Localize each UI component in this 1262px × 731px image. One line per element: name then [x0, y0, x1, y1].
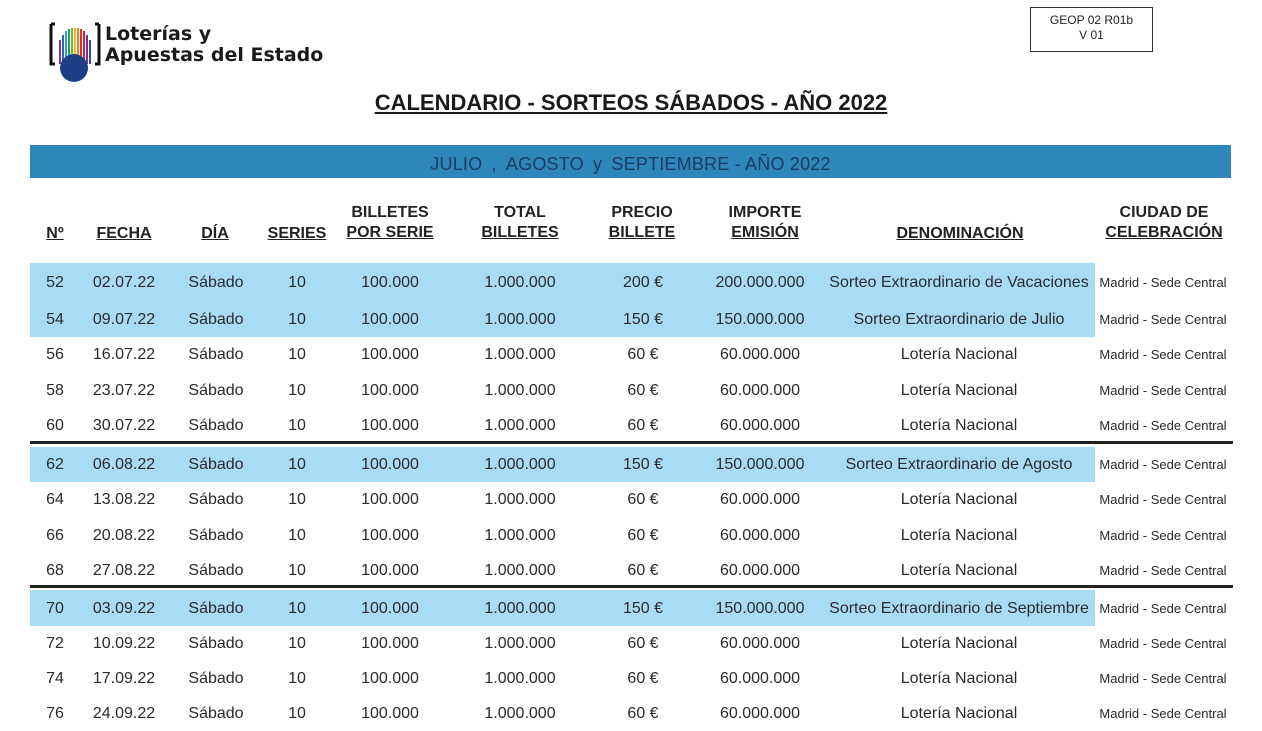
period-bar	[30, 145, 1231, 178]
cell-ciudad: Madrid - Sede Central	[1099, 492, 1227, 507]
cell-billetes: 100.000	[361, 311, 419, 328]
cell-total: 1.000.000	[484, 527, 556, 544]
cell-total: 1.000.000	[484, 346, 556, 363]
cell-denominacion: Lotería Nacional	[900, 635, 1018, 652]
cell-fecha: 06.08.22	[92, 456, 156, 473]
cell-precio: 60 €	[627, 635, 659, 652]
cell-total: 1.000.000	[484, 600, 556, 617]
cell-precio: 60 €	[627, 382, 659, 399]
cell-dia: Sábado	[188, 527, 244, 544]
cell-fecha: 17.09.22	[92, 670, 156, 687]
cell-total: 1.000.000	[484, 311, 556, 328]
cell-series: 10	[288, 635, 306, 652]
cell-total: 1.000.000	[484, 456, 556, 473]
cell-num: 56	[46, 346, 64, 363]
cell-importe: 150.000.000	[715, 600, 805, 617]
cell-ciudad: Madrid - Sede Central	[1099, 636, 1227, 651]
cell-dia: Sábado	[188, 382, 244, 399]
header-ciudad: CIUDAD DE CELEBRACIÓN	[1105, 204, 1223, 241]
cell-billetes: 100.000	[361, 705, 419, 722]
cell-fecha: 02.07.22	[92, 274, 156, 291]
cell-billetes: 100.000	[361, 417, 419, 434]
header-total-billetes: TOTAL BILLETES	[481, 204, 559, 241]
cell-dia: Sábado	[188, 600, 244, 617]
month-separator	[30, 441, 1233, 444]
cell-series: 10	[288, 382, 306, 399]
cell-fecha: 23.07.22	[92, 382, 156, 399]
cell-billetes: 100.000	[361, 491, 419, 508]
cell-billetes: 100.000	[361, 635, 419, 652]
cell-precio: 60 €	[627, 491, 659, 508]
cell-precio: 60 €	[627, 562, 659, 579]
cell-ciudad: Madrid - Sede Central	[1099, 347, 1227, 362]
cell-fecha: 20.08.22	[92, 527, 156, 544]
cell-precio: 60 €	[627, 527, 659, 544]
cell-ciudad: Madrid - Sede Central	[1099, 601, 1227, 616]
cell-total: 1.000.000	[484, 635, 556, 652]
cell-total: 1.000.000	[484, 705, 556, 722]
cell-series: 10	[288, 527, 306, 544]
cell-denominacion: Sorteo Extraordinario de Septiembre	[829, 600, 1089, 617]
cell-num: 62	[46, 456, 64, 473]
cell-precio: 200 €	[622, 274, 664, 291]
cell-denominacion: Lotería Nacional	[900, 491, 1018, 508]
cell-denominacion: Lotería Nacional	[900, 527, 1018, 544]
cell-series: 10	[288, 346, 306, 363]
cell-precio: 60 €	[627, 670, 659, 687]
cell-fecha: 16.07.22	[92, 346, 156, 363]
cell-dia: Sábado	[188, 456, 244, 473]
cell-series: 10	[288, 417, 306, 434]
cell-series: 10	[288, 600, 306, 617]
period-comma: ,	[491, 154, 497, 174]
cell-ciudad: Madrid - Sede Central	[1099, 418, 1227, 433]
cell-series: 10	[288, 311, 306, 328]
period-month-1: JULIO	[430, 154, 483, 174]
cell-ciudad: Madrid - Sede Central	[1099, 457, 1227, 472]
cell-num: 66	[46, 527, 64, 544]
cell-billetes: 100.000	[361, 527, 419, 544]
cell-dia: Sábado	[188, 346, 244, 363]
header-series: SERIES	[267, 225, 327, 242]
header-num: Nº	[46, 225, 64, 242]
cell-fecha: 03.09.22	[92, 600, 156, 617]
cell-denominacion: Sorteo Extraordinario de Agosto	[845, 456, 1073, 473]
cell-series: 10	[288, 562, 306, 579]
cell-precio: 150 €	[622, 456, 664, 473]
period-conjunction: y	[593, 154, 603, 174]
logo-text	[105, 24, 323, 66]
cell-precio: 60 €	[627, 346, 659, 363]
cell-billetes: 100.000	[361, 346, 419, 363]
cell-denominacion: Lotería Nacional	[900, 705, 1018, 722]
cell-total: 1.000.000	[484, 417, 556, 434]
cell-importe: 60.000.000	[719, 670, 801, 687]
cell-num: 64	[46, 491, 64, 508]
cell-num: 58	[46, 382, 64, 399]
cell-denominacion: Lotería Nacional	[900, 382, 1018, 399]
cell-series: 10	[288, 670, 306, 687]
cell-fecha: 24.09.22	[92, 705, 156, 722]
cell-total: 1.000.000	[484, 274, 556, 291]
cell-billetes: 100.000	[361, 274, 419, 291]
cell-fecha: 09.07.22	[92, 311, 156, 328]
cell-series: 10	[288, 274, 306, 291]
page-title: CALENDARIO - SORTEOS SÁBADOS - AÑO 2022	[374, 90, 888, 115]
cell-dia: Sábado	[188, 311, 244, 328]
cell-importe: 60.000.000	[719, 346, 801, 363]
cell-precio: 60 €	[627, 705, 659, 722]
cell-importe: 60.000.000	[719, 527, 801, 544]
cell-billetes: 100.000	[361, 382, 419, 399]
cell-denominacion: Lotería Nacional	[900, 346, 1018, 363]
header-denominacion: DENOMINACIÓN	[896, 225, 1024, 242]
cell-dia: Sábado	[188, 491, 244, 508]
cell-dia: Sábado	[188, 562, 244, 579]
cell-denominacion: Lotería Nacional	[900, 670, 1018, 687]
logo-stripes-icon	[47, 20, 103, 82]
cell-dia: Sábado	[188, 417, 244, 434]
cell-importe: 150.000.000	[715, 311, 805, 328]
cell-precio: 150 €	[622, 600, 664, 617]
cell-series: 10	[288, 705, 306, 722]
logo-line-1: Loterías y	[105, 23, 212, 45]
header-importe-emision: IMPORTE EMISIÓN	[728, 204, 802, 241]
header-precio-billete: PRECIO BILLETE	[608, 204, 676, 241]
cell-importe: 60.000.000	[719, 382, 801, 399]
cell-denominacion: Sorteo Extraordinario de Vacaciones	[829, 274, 1089, 291]
cell-precio: 60 €	[627, 417, 659, 434]
cell-ciudad: Madrid - Sede Central	[1099, 671, 1227, 686]
header-dia: DÍA	[201, 225, 229, 242]
cell-denominacion: Lotería Nacional	[900, 417, 1018, 434]
cell-importe: 60.000.000	[719, 562, 801, 579]
cell-dia: Sábado	[188, 705, 244, 722]
cell-denominacion: Sorteo Extraordinario de Julio	[853, 311, 1065, 328]
cell-fecha: 10.09.22	[92, 635, 156, 652]
cell-importe: 60.000.000	[719, 635, 801, 652]
document-code-box	[1030, 7, 1153, 52]
cell-series: 10	[288, 456, 306, 473]
cell-importe: 60.000.000	[719, 705, 801, 722]
cell-total: 1.000.000	[484, 382, 556, 399]
period-month-3: SEPTIEMBRE - AÑO 2022	[611, 154, 831, 174]
cell-billetes: 100.000	[361, 562, 419, 579]
cell-fecha: 30.07.22	[92, 417, 156, 434]
cell-importe: 150.000.000	[715, 456, 805, 473]
cell-num: 76	[46, 705, 64, 722]
cell-ciudad: Madrid - Sede Central	[1099, 312, 1227, 327]
cell-billetes: 100.000	[361, 600, 419, 617]
cell-ciudad: Madrid - Sede Central	[1099, 528, 1227, 543]
logo-line-2: Apuestas del Estado	[105, 44, 324, 66]
cell-num: 60	[46, 417, 64, 434]
cell-importe: 60.000.000	[719, 417, 801, 434]
cell-num: 52	[46, 274, 64, 291]
cell-num: 74	[46, 670, 64, 687]
cell-billetes: 100.000	[361, 456, 419, 473]
cell-dia: Sábado	[188, 635, 244, 652]
cell-num: 68	[46, 562, 64, 579]
header-billetes-por-serie: BILLETES POR SERIE	[346, 204, 434, 241]
month-separator	[30, 585, 1233, 588]
cell-importe: 200.000.000	[715, 274, 805, 291]
cell-billetes: 100.000	[361, 670, 419, 687]
cell-fecha: 13.08.22	[92, 491, 156, 508]
document-code: GEOP 02 R01b	[1049, 13, 1134, 27]
cell-total: 1.000.000	[484, 491, 556, 508]
cell-series: 10	[288, 491, 306, 508]
cell-dia: Sábado	[188, 274, 244, 291]
document-version: V 01	[1079, 28, 1104, 42]
cell-ciudad: Madrid - Sede Central	[1099, 275, 1227, 290]
cell-ciudad: Madrid - Sede Central	[1099, 383, 1227, 398]
cell-num: 54	[46, 311, 64, 328]
cell-dia: Sábado	[188, 670, 244, 687]
cell-precio: 150 €	[622, 311, 664, 328]
cell-ciudad: Madrid - Sede Central	[1099, 706, 1227, 721]
cell-fecha: 27.08.22	[92, 562, 156, 579]
header-fecha: FECHA	[96, 225, 152, 242]
cell-denominacion: Lotería Nacional	[900, 562, 1018, 579]
cell-ciudad: Madrid - Sede Central	[1099, 563, 1227, 578]
period-month-2: AGOSTO	[505, 154, 584, 174]
cell-importe: 60.000.000	[719, 491, 801, 508]
logo	[47, 20, 347, 84]
cell-total: 1.000.000	[484, 562, 556, 579]
cell-total: 1.000.000	[484, 670, 556, 687]
cell-num: 72	[46, 635, 64, 652]
cell-num: 70	[46, 600, 64, 617]
